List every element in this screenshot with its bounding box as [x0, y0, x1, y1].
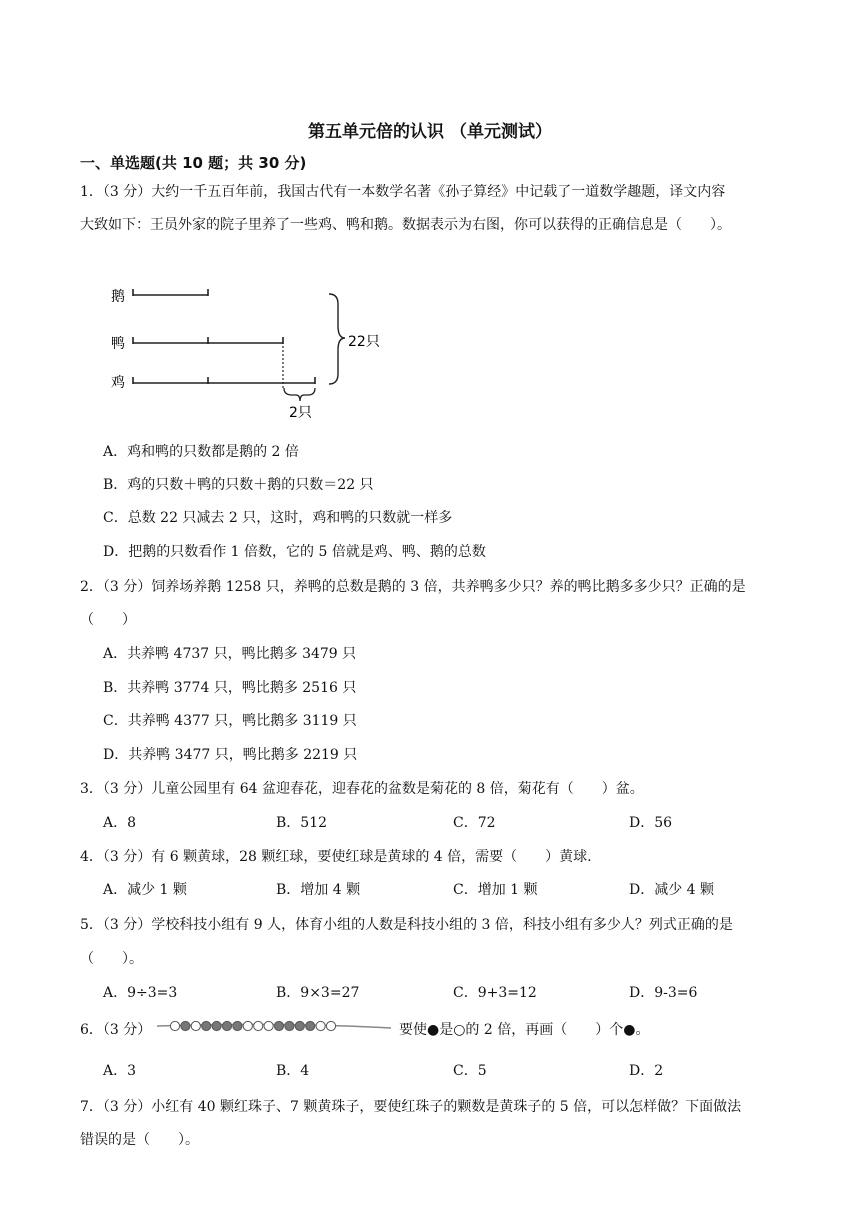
q1-line-diagram [100, 280, 400, 430]
q5-option-b[interactable]: B．9×3=27 [276, 985, 360, 1001]
q4-option-c[interactable]: C．增加 1 颗 [453, 882, 538, 898]
q6-option-d[interactable]: D．2 [629, 1063, 664, 1079]
q5-text-line2: （ ）。 [80, 951, 143, 967]
filled-bead [212, 1021, 221, 1030]
filled-bead [181, 1021, 190, 1030]
filled-bead [202, 1021, 211, 1030]
open-bead [316, 1021, 325, 1030]
q3-option-b[interactable]: B．512 [276, 815, 328, 831]
q1-option-d[interactable]: D．把鹅的只数看作 1 倍数，它的 5 倍就是鸡、鸭、鹅的总数 [103, 544, 486, 560]
filled-bead [306, 1021, 315, 1030]
q1-option-b[interactable]: B．鸡的只数＋鸭的只数＋鹅的只数＝22 只 [103, 477, 374, 493]
q6-option-c[interactable]: C．5 [453, 1063, 487, 1079]
diagram-label-chicken: 鸡 [111, 375, 125, 391]
open-bead [254, 1021, 263, 1030]
diagram-label-duck: 鸭 [111, 336, 125, 352]
diagram-total-label: 22只 [348, 334, 380, 350]
q2-option-a[interactable]: A．共养鸭 4737 只，鸭比鹅多 3479 只 [103, 646, 357, 662]
q5-text-line1: 5．（3 分）学校科技小组有 9 人，体育小组的人数是科技小组的 3 倍，科技小组有多少人？列式正确的是 [80, 917, 733, 933]
q4-option-a[interactable]: A．减少 1 颗 [103, 882, 187, 898]
diagram-diff-label: 2只 [289, 405, 312, 421]
q1-text-line1: 1．（3 分）大约一千五百年前，我国古代有一本数学名著《孙子算经》中记载了一道数学趣题，译文内容 [80, 184, 726, 200]
diagram-label-goose: 鹅 [111, 289, 125, 305]
q5-option-d[interactable]: D．9-3=6 [629, 985, 698, 1001]
open-bead [170, 1021, 179, 1030]
q2-option-c[interactable]: C．共养鸭 4377 只，鸭比鹅多 3119 只 [103, 713, 357, 729]
q3-text: 3．（3 分）儿童公园里有 64 盆迎春花，迎春花的盆数是菊花的 8 倍，菊花有（ ）盆。 [80, 781, 644, 797]
q2-text-line2: （ ） [80, 612, 136, 628]
q5-option-c[interactable]: C．9+3=12 [453, 985, 537, 1001]
q6-option-b[interactable]: B．4 [276, 1063, 310, 1079]
q1-option-c[interactable]: C．总数 22 只减去 2 只，这时，鸡和鸭的只数就一样多 [103, 510, 453, 526]
filled-bead [274, 1021, 283, 1030]
q6-prefix: 6．（3 分） [80, 1022, 152, 1038]
section-heading: 一、单选题(共 10 题；共 30 分) [80, 154, 307, 172]
q4-option-b[interactable]: B．增加 4 颗 [276, 882, 361, 898]
filled-bead [285, 1021, 294, 1030]
q6-bead-string [155, 1017, 395, 1037]
filled-bead [295, 1021, 304, 1030]
q5-option-a[interactable]: A．9÷3=3 [103, 985, 178, 1001]
open-bead [326, 1021, 335, 1030]
total-brace [329, 294, 345, 384]
filled-bead [222, 1021, 231, 1030]
q1-text-line2: 大致如下：王员外家的院子里养了一些鸡、鸭和鹅。数据表示为右图，你可以获得的正确信息是（ ）。 [80, 217, 731, 233]
q6-suffix: 要使●是○的 2 倍，再画（ ）个●。 [399, 1022, 650, 1038]
q4-option-d[interactable]: D．减少 4 颗 [629, 882, 715, 898]
page-title: 第五单元倍的认识 （单元测试） [308, 122, 552, 142]
q7-text-line2: 错误的是（ ）。 [80, 1132, 199, 1148]
q7-text-line1: 7．（3 分）小红有 40 颗红珠子、7 颗黄珠子，要使红珠子的颗数是黄珠子的 5 倍，可以怎样做？下面做法 [80, 1099, 742, 1115]
diff-brace [284, 388, 315, 401]
q6-option-a[interactable]: A．3 [103, 1063, 137, 1079]
q4-text: 4．（3 分）有 6 颗黄球，28 颗红球，要使红球是黄球的 4 倍，需要（ ）黄球. [80, 849, 592, 865]
q3-option-d[interactable]: D．56 [629, 815, 673, 831]
q3-option-c[interactable]: C．72 [453, 815, 496, 831]
q2-option-d[interactable]: D．共养鸭 3477 只，鸭比鹅多 2219 只 [103, 747, 358, 763]
open-bead [191, 1021, 200, 1030]
open-bead [243, 1021, 252, 1030]
q2-text-line1: 2．（3 分）饲养场养鹅 1258 只，养鸭的总数是鹅的 3 倍，共养鸭多少只？养的鸭比鹅多多少只？正确的是 [80, 579, 746, 595]
q1-option-a[interactable]: A．鸡和鸭的只数都是鹅的 2 倍 [103, 444, 299, 460]
q2-option-b[interactable]: B．共养鸭 3774 只，鸭比鹅多 2516 只 [103, 680, 357, 696]
filled-bead [233, 1021, 242, 1030]
open-bead [264, 1021, 273, 1030]
q3-option-a[interactable]: A．8 [103, 815, 137, 831]
